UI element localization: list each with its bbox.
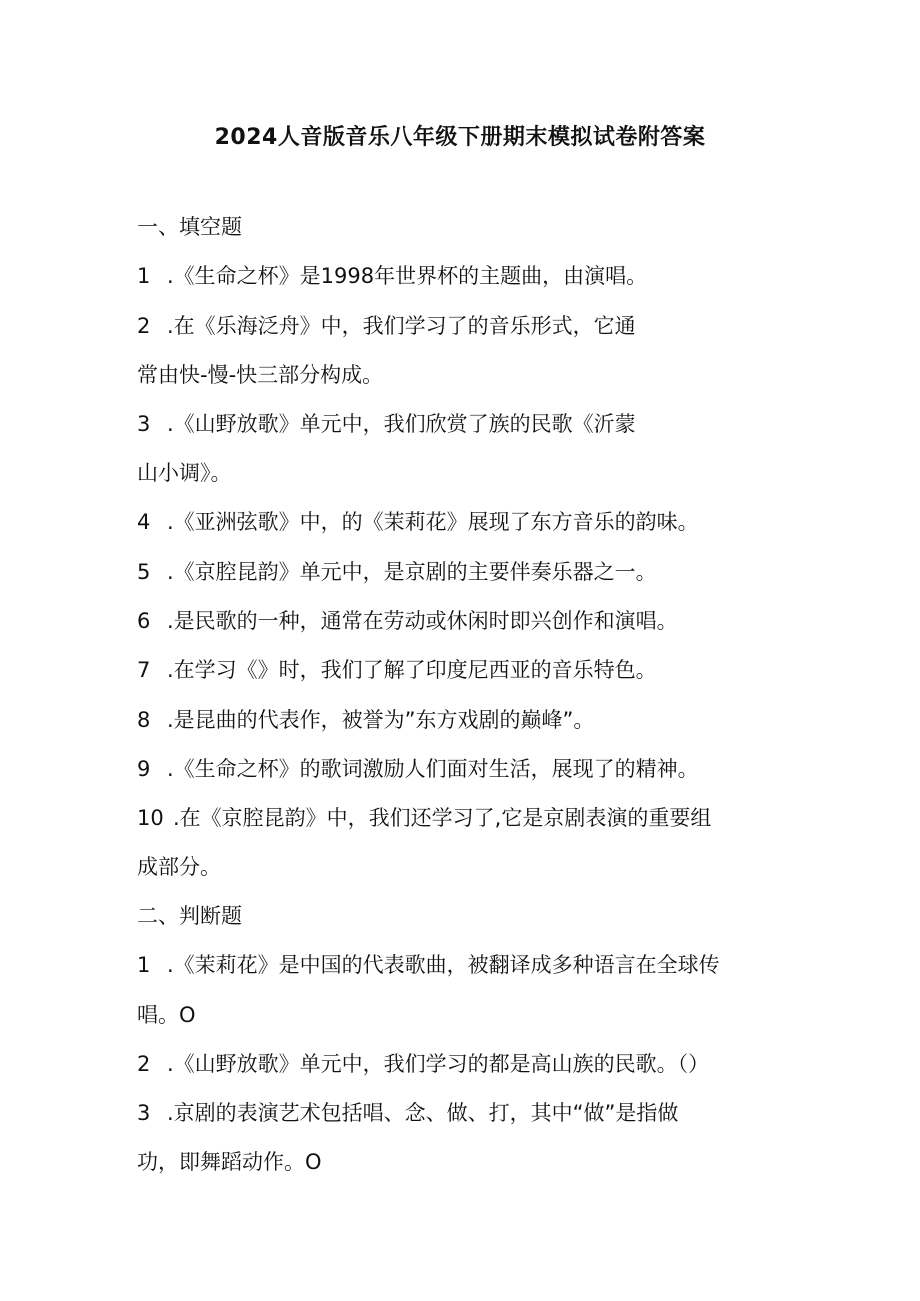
page-title: 2024人音版音乐八年级下册期末模拟试卷附答案: [214, 125, 706, 150]
question-text: .《生命之杯》是1998年世界杯的主题曲，由演唱。: [167, 264, 648, 288]
question-1-9: [137, 754, 699, 784]
question-1-2: [137, 311, 636, 341]
question-1-10: [137, 803, 711, 833]
question-number: 1: [137, 953, 151, 977]
question-2-3-continuation: 功，即舞蹈动作。O: [137, 1150, 322, 1174]
question-text: .《京腔昆韵》单元中，是京剧的主要伴奏乐器之一。: [167, 560, 657, 584]
question-number: 3: [137, 412, 151, 436]
question-text: .《亚洲弦歌》中，的《茉莉花》展现了东方音乐的韵味。: [167, 510, 699, 534]
question-number: 6: [137, 609, 151, 633]
question-2-2: [137, 1049, 709, 1079]
question-number: 5: [137, 560, 151, 584]
question-1-8: [137, 705, 594, 735]
question-1-3-continuation: 山小调》。: [137, 461, 232, 485]
question-text: .在学习《》时，我们了解了印度尼西亚的音乐特色。: [167, 658, 657, 682]
question-number: 2: [137, 1052, 151, 1076]
question-number: 2: [137, 314, 151, 338]
question-1-5: [137, 557, 657, 587]
question-text: .在《京腔昆韵》中，我们还学习了,它是京剧表演的重要组: [173, 806, 712, 830]
question-1-7: [137, 655, 657, 685]
question-number: 9: [137, 757, 151, 781]
question-1-2-continuation: 常由快-慢-快三部分构成。: [137, 363, 384, 387]
question-number: 8: [137, 708, 151, 732]
question-1-3: [137, 409, 636, 439]
question-number: 3: [137, 1101, 151, 1125]
question-1-4: [137, 507, 699, 537]
question-text: .是民歌的一种，通常在劳动或休闲时即兴创作和演唱。: [167, 609, 678, 633]
question-2-3: [137, 1098, 678, 1128]
question-number: 7: [137, 658, 151, 682]
question-1-6: [137, 606, 678, 636]
question-number: 10: [137, 806, 164, 830]
question-1-1: [137, 261, 647, 291]
section-heading-true-false: 二、判断题: [137, 904, 242, 928]
question-1-10-continuation: 成部分。: [137, 855, 221, 879]
question-text: .《生命之杯》的歌词激励人们面对生活，展现了的精神。: [167, 757, 699, 781]
section-heading-fill-blank: 一、填空题: [137, 215, 242, 239]
question-text: .在《乐海泛舟》中，我们学习了的音乐形式，它通: [167, 314, 636, 338]
question-text: .是昆曲的代表作，被誉为”东方戏剧的巅峰”。: [167, 708, 595, 732]
question-number: 4: [137, 510, 151, 534]
question-text: .京剧的表演艺术包括唱、念、做、打，其中“做”是指做: [167, 1101, 679, 1125]
question-2-1-continuation: 唱。O: [137, 1003, 196, 1027]
question-2-1: [137, 950, 720, 980]
question-text: .《茉莉花》是中国的代表歌曲，被翻译成多种语言在全球传: [167, 953, 720, 977]
question-number: 1: [137, 264, 151, 288]
question-text: .《山野放歌》单元中，我们学习的都是高山族的民歌。（）: [167, 1052, 710, 1076]
question-text: .《山野放歌》单元中，我们欣赏了族的民歌《沂蒙: [167, 412, 636, 436]
